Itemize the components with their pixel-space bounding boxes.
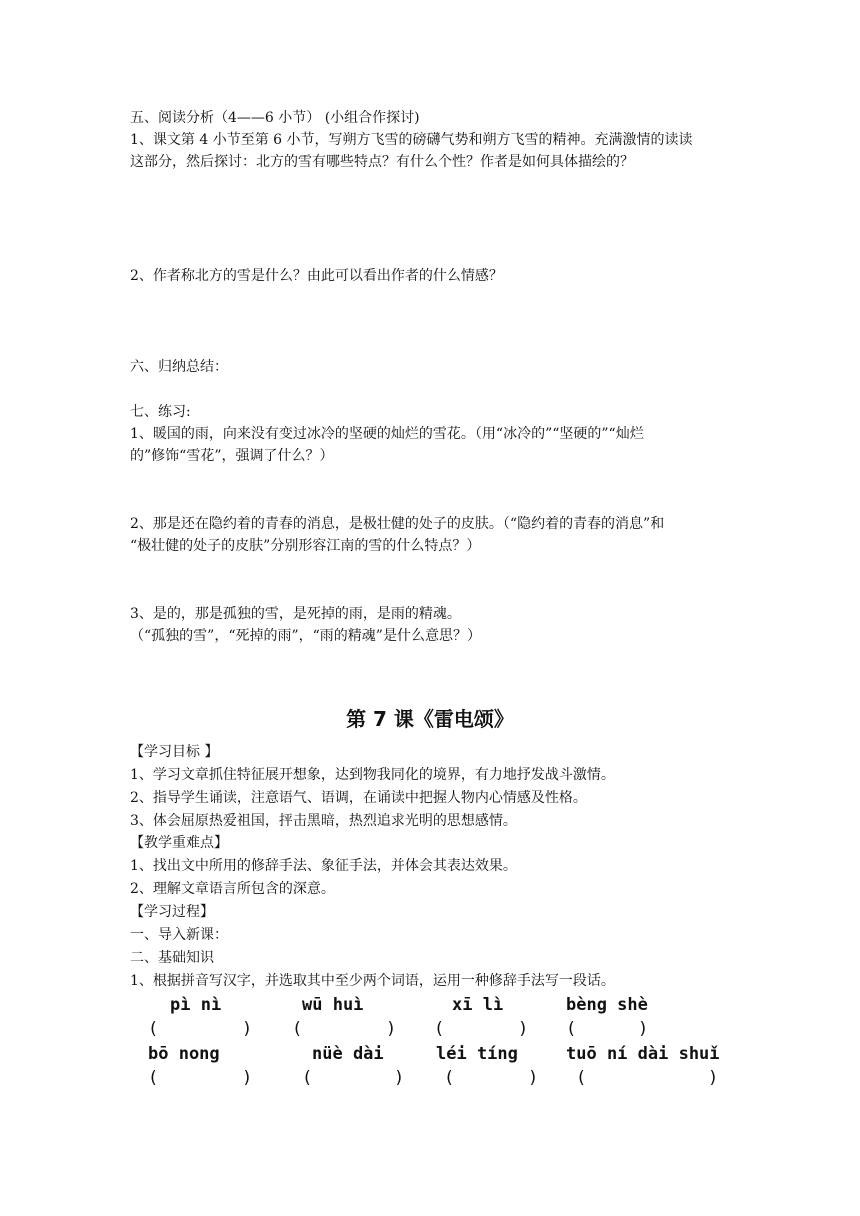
section5-q1-line1: 1、课文第 4 小节至第 6 小节，写朔方飞雪的磅礴气势和朔方飞雪的精神。充满激情的读读 (130, 132, 693, 148)
blank-open: ( (302, 1068, 313, 1088)
pinyin-word: wū huì (302, 995, 364, 1015)
section5-q1-line2: 这部分，然后探讨：北方的雪有哪些特点？有什么个性？作者是如何具体描绘的？ (130, 154, 634, 170)
blank-open: ( (576, 1068, 587, 1088)
blank-close: ) (708, 1068, 719, 1088)
section5-heading: 五、阅读分析（4——6 小节） (小组合作探讨) (130, 110, 420, 126)
goals-heading: 【学习目标 】 (130, 744, 219, 760)
blank-close: ) (242, 1019, 253, 1039)
section7-q1-line2: 的”修饰“雪花”，强调了什么？） (130, 448, 334, 464)
blank-close: ) (386, 1019, 397, 1039)
section6-heading: 六、归纳总结： (130, 359, 228, 375)
pinyin-word: bèng shè (566, 995, 648, 1015)
blank-close: ) (638, 1019, 649, 1039)
pinyin-word: léi tíng (436, 1044, 518, 1064)
keypoint-1: 1、找出文中所用的修辞手法、象征手法，并体会其表达效果。 (130, 858, 517, 874)
blank-close: ) (242, 1068, 253, 1088)
goal-1: 1、学习文章抓住特征展开想象，达到物我同化的境界，有力地抒发战斗激情。 (130, 767, 615, 783)
blank-open: ( (434, 1019, 445, 1039)
goal-3: 3、体会屈原热爱祖国，抨击黑暗，热烈追求光明的思想感情。 (130, 813, 517, 829)
keypoint-2: 2、理解文章语言所包含的深意。 (130, 881, 335, 897)
goal-2: 2、指导学生诵读，注意语气、语调，在诵读中把握人物内心情感及性格。 (130, 790, 587, 806)
blank-close: ) (528, 1068, 539, 1088)
pinyin-word: tuō ní dài shuǐ (566, 1044, 720, 1064)
section7-q3-line1: 3、是的，那是孤独的雪，是死掉的雨，是雨的精魂。 (130, 606, 461, 622)
pinyin-word: xī lì (452, 995, 504, 1015)
blank-open: ( (444, 1068, 455, 1088)
blank-open: ( (148, 1068, 159, 1088)
blank-open: ( (148, 1019, 159, 1039)
pinyin-word: pì nì (170, 995, 222, 1015)
task-1: 1、根据拼音写汉字，并选取其中至少两个词语，运用一种修辞手法写一段话。 (130, 973, 615, 989)
step-2: 二、基础知识 (130, 950, 214, 966)
pinyin-word: nüè dài (312, 1044, 384, 1064)
blank-open: ( (566, 1019, 577, 1039)
section7-q2-line2: “极壮健的处子的皮肤”分别形容江南的雪的什么特点？） (130, 538, 481, 554)
blank-close: ) (518, 1019, 529, 1039)
blank-close: ) (394, 1068, 405, 1088)
section5-q2: 2、作者称北方的雪是什么？由此可以看出作者的什么情感？ (130, 268, 503, 284)
step-1: 一、导入新课： (130, 927, 228, 943)
section7-q1-line1: 1、暖国的雨，向来没有变过冰冷的坚硬的灿烂的雪花。（用“冰冷的”“坚硬的”“灿烂 (130, 426, 644, 442)
pinyin-word: bō nong (148, 1044, 220, 1064)
section7-q3-line2: （“孤独的雪”，“死掉的雨”，“雨的精魂”是什么意思？） (130, 628, 481, 644)
keypoints-heading: 【教学重难点】 (130, 835, 228, 851)
lesson-title: 第 7 课《雷电颂》 (346, 707, 514, 731)
blank-open: ( (292, 1019, 303, 1039)
process-heading: 【学习过程】 (130, 904, 214, 920)
section7-heading: 七、练习: (130, 404, 191, 420)
section7-q2-line1: 2、那是还在隐约着的青春的消息，是极壮健的处子的皮肤。（“隐约着的青春的消息”和 (130, 516, 665, 532)
